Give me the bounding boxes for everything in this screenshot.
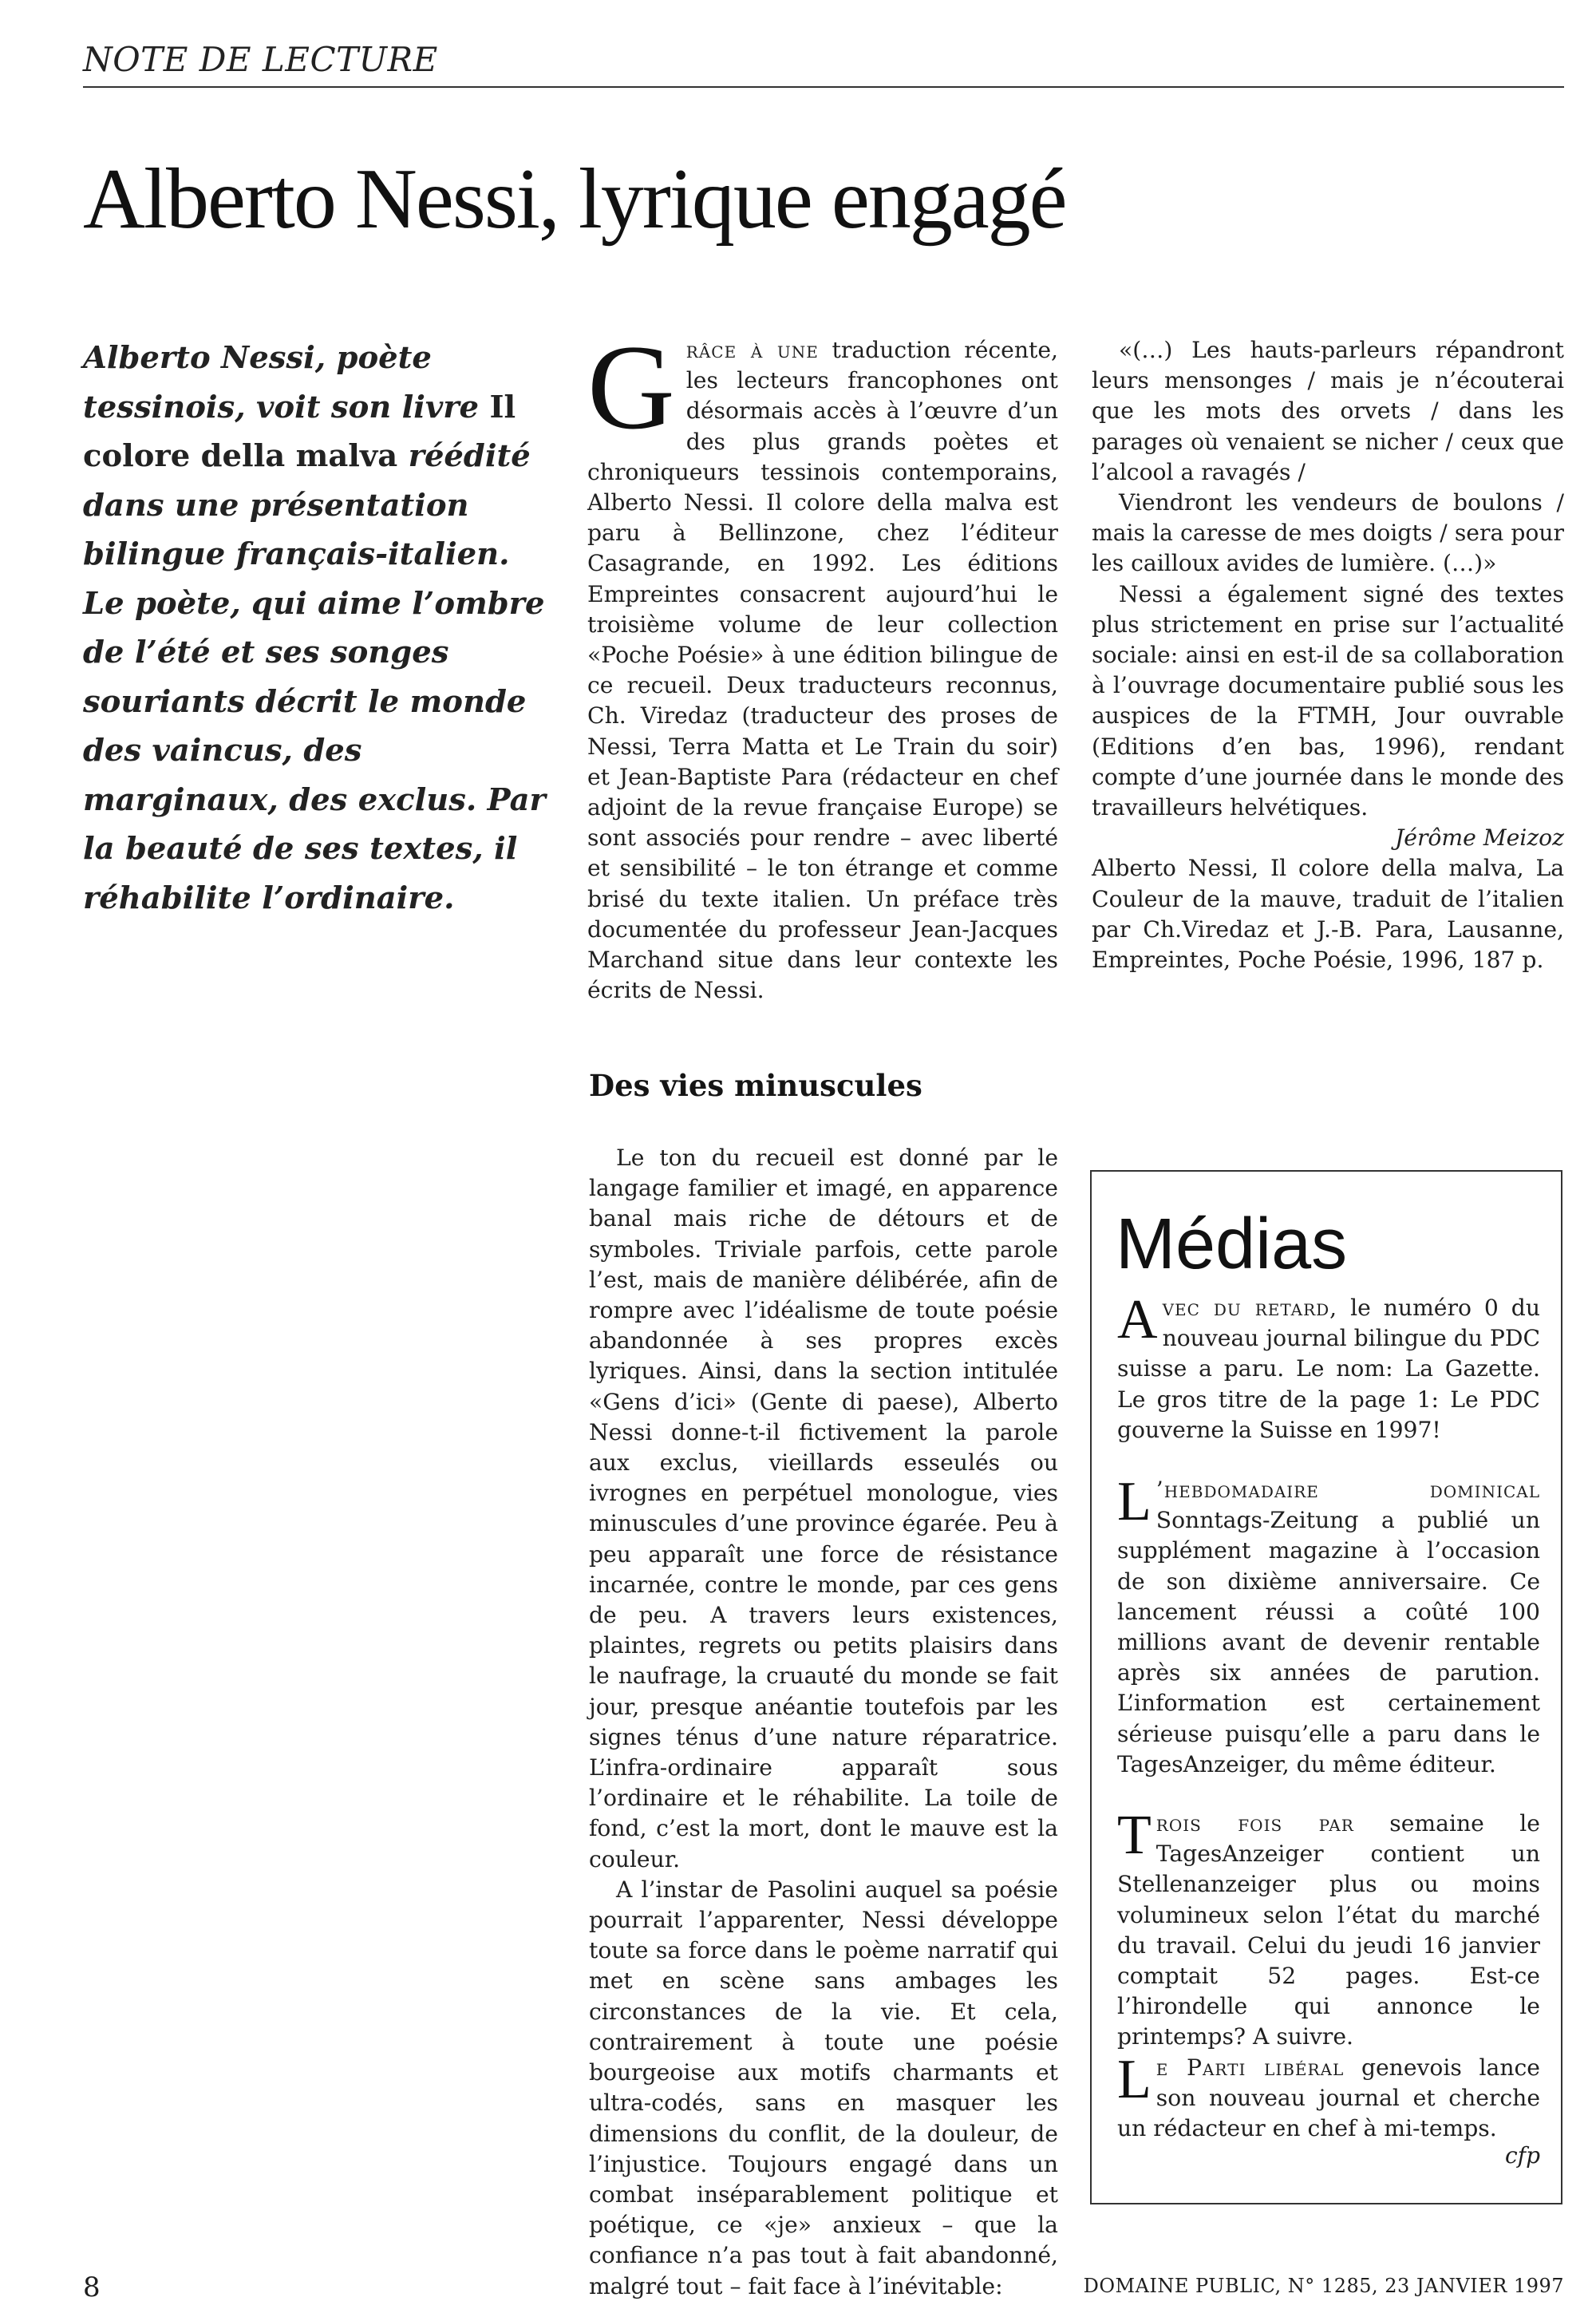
article-paragraph-1: traduction récente, les lecteurs francophones ont désormais accès à l’œuvre d’un des plus grands poètes et chroniqueurs tessinois contemporains, Alberto Nessi. Il colore della malva est paru à Bellinzone, chez l’éditeur Casagrande, en 1992. Les éditions Empreintes consacrent aujourd’hui le troisième volume de leur collection «Poche Poésie» à une édition bilingue de ce recueil. Deux traducteurs reconnus, Ch. Viredaz (traducteur des proses de Nessi, Terra Matta et Le Train du soir) et Jean-Baptiste Para (rédacteur en chef adjoint de la revue française Europe) se sont associés pour rendre – avec liberté et sensibilité – le ton étrange et comme brisé du texte italien. Un préface très documentée du professeur Jean-Jacques Marchand situe dans leur contexte les écrits de Nessi. [587, 337, 1058, 1004]
article-paragraph-4: Nessi a également signé des textes plus strictement en prise sur l’actualité sociale: ainsi en est-il de sa collaboration à l’ouvrage documentaire publié sous les auspices de la FTMH, Jour ouvrable (Editions d’en bas, 1996), rendant compte d’une journée dans le monde des travailleurs helvétiques. [1092, 580, 1564, 821]
medias-item-text: le numéro 0 du nouveau journal bilingue du PDC suisse a paru. Le nom: La Gazette. Le gros titre de la page 1: Le PDC gouverne la Suisse en 1997! [1117, 1295, 1541, 1443]
medias-item-smallcaps: vec du retard, [1162, 1295, 1338, 1321]
medias-item-text: semaine le TagesAnzeiger contient un Stellenanzeiger plus ou moins volumineux selon l’état du marché du travail. Celui du jeudi 16 janvier comptait 52 pages. Est-ce l’hirondelle qui annonce le printemps? A suivre. [1117, 1810, 1540, 2050]
header-rule [83, 86, 1564, 88]
medias-signature: cfp [1505, 2142, 1540, 2169]
medias-item-cap: L [1117, 1471, 1152, 1532]
article-column-1 [587, 320, 1058, 1006]
article-paragraph-2: Le ton du recueil est donné par le langage familier et imagé, en apparence banal mais riche de détours et de symboles. Triviale parfois, cette parole l’est, mais de manière délibérée, afin de rompre avec l’idéalisme de toute poésie abandonnée à ses propres excès lyriques. Ainsi, dans la section intitulée «Gens d’ici» (Gente di paese), Alberto Nessi donne-t-il fictivement la parole aux exclus, vieillards esseulés ou ivrognes en perpétuel monologue, vies minuscules d’une province égarée. Peu à peu apparaît une force de résistance incarnée, contre le monde, par ces gens de peu. A travers leurs existences, plaintes, regrets ou petits plaisirs dans le naufrage, la cruauté du monde se fait jour, presque anéantie toutefois par les signes ténus d’une nature réparatrice. L’infra-ordinaire apparaît sous l’ordinaire et le réhabilite. La toile de fond, c’est la mort, dont le mauve est la couleur. [589, 1145, 1058, 1872]
page-number: 8 [83, 2272, 101, 2303]
publication-footer: DOMAINE PUBLIC, N° 1285, 23 JANVIER 1997 [1083, 2275, 1564, 2297]
medias-item-cap: A [1117, 1289, 1158, 1350]
bibliography: Alberto Nessi, Il colore della malva, La Couleur de la mauve, traduit de l’italien par Ch.Viredaz et J.-B. Para, Lausanne, Empreintes, Poche Poésie, 1996, 187 p. [1092, 855, 1564, 974]
article-title: Alberto Nessi, lyrique engagé [83, 152, 1066, 247]
author-signature: Jérôme Meizoz [1394, 824, 1564, 852]
quote-1: «(…) Les hauts-parleurs répandront leurs mensonges / mais je n’écouterai que les mots des orvets / dans les parages où venaient se nicher / ceux que l’alcool a ravagés / [1092, 337, 1564, 485]
medias-item-cap: T [1117, 1805, 1152, 1866]
lead-book-title: Il colore della malva [83, 389, 516, 474]
section-label: NOTE DE LECTURE [83, 40, 438, 79]
medias-item-cap: L [1117, 2049, 1152, 2110]
subheading: Des vies minuscules [589, 1068, 922, 1103]
article-paragraph-3: A l’instar de Pasolini auquel sa poésie pourrait l’apparenter, Nessi développe toute sa force dans le poème narratif qui met en scène sans ambages les circonstances de la vie. Et cela, contrairement à toute une poésie bourgeoise aux motifs charmants et ultra-codés, sans en masquer les dimensions du conflit, de la douleur, de l’injustice. Toujours engagé dans un combat inséparablement politique et poétique, ce «je» anxieux – que la confiance n’a pas tout à fait abandonné, malgré tout – fait face à l’inévitable: [589, 1876, 1058, 2299]
article-column-2 [1092, 335, 1564, 975]
drop-cap: G [587, 320, 675, 454]
lead-paragraph [83, 334, 546, 923]
medias-item [1117, 1471, 1540, 1780]
medias-item [1117, 2049, 1540, 2145]
medias-item [1117, 1289, 1541, 1445]
medias-item-smallcaps: e Parti libéral [1156, 2054, 1345, 2081]
medias-title: Médias [1116, 1204, 1348, 1284]
article-column-1-lower [589, 1143, 1058, 2302]
lead-text-2: réédité dans une présentation bilingue français-italien. Le poète, qui aime l’ombre de l’été et ses songes souriants décrit le monde des vaincus, des marginaux, des exclus. Par la beauté de ses textes, il réhabilite l’ordinaire. [83, 438, 546, 916]
quote-2: Viendront les vendeurs de boulons / mais la caresse de mes doigts / sera pour les cailloux avides de lumière. (…)» [1092, 489, 1564, 577]
medias-item-text: genevois lance son nouveau journal et cherche un rédacteur en chef à mi-temps. [1117, 2054, 1540, 2142]
medias-item-text: Sonntags-Zeitung a publié un supplément magazine à l’occasion de son dixième anniversaire. Ce lancement réussi a coûté 100 millions avant de devenir rentable après six années de parution. L’information est certainement sérieuse puisqu’elle a paru dans le TagesAnzeiger, du même éditeur. [1117, 1507, 1540, 1777]
medias-item [1117, 1805, 1540, 2053]
medias-item-smallcaps: rois fois par [1156, 1810, 1354, 1837]
medias-item-smallcaps: ’hebdomadaire dominical [1156, 1477, 1540, 1503]
opening-smallcaps: râce à une [685, 337, 819, 363]
lead-text-1: Alberto Nessi, poète tessinois, voit son livre [83, 340, 490, 425]
